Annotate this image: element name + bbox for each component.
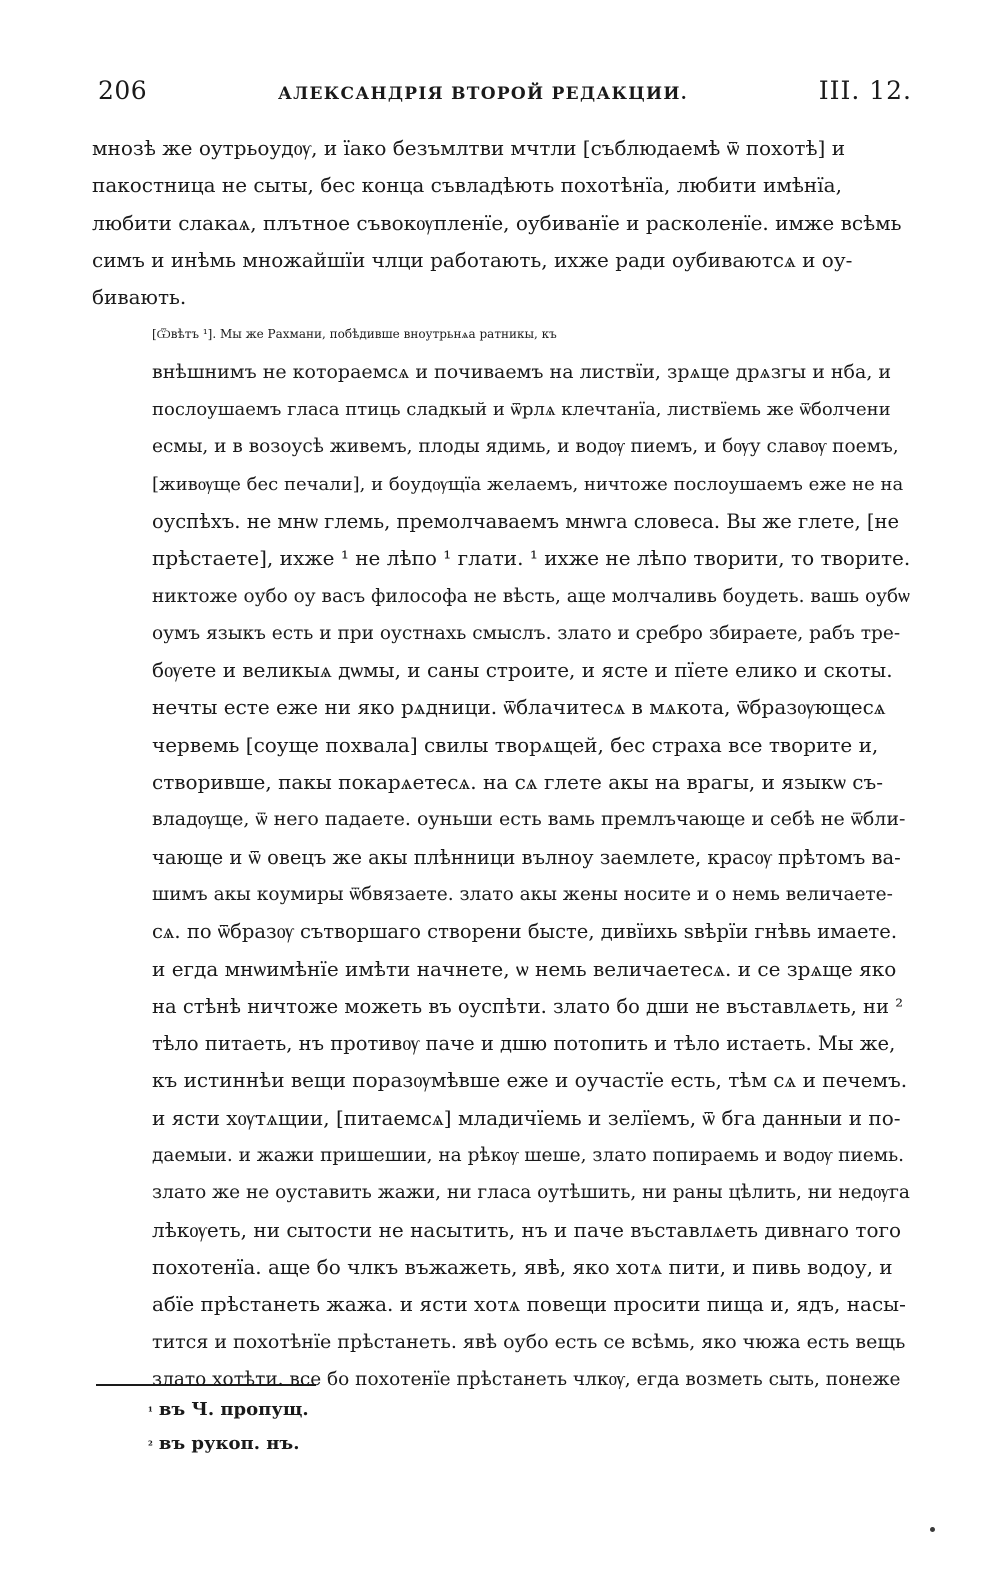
footnote-text: въ Ч. пропущ.	[158, 1399, 309, 1420]
text-line: на стѣнѣ ничтоже можеть въ оуспѣти. злато бо дши не въставлѧеть, ни ²	[152, 994, 904, 1018]
text-line: абїе прѣстанеть жажа. и ясти хотѧ повещи просити пища и, ядъ, насы-	[152, 1292, 906, 1317]
text-line: злато хотѣти. все бо похотенїе прѣстанеть члкѹ, егда возметь сыть, понеже	[152, 1368, 901, 1390]
text-line: злато же не оуставить жажи, ни гласа оутѣшить, ни раны цѣлить, ни недѹга	[152, 1182, 910, 1204]
text-line: и ясти хѹтѧщии, [питаемсѧ] младичїемь и зелїемъ, ѿ бга данныи и по-	[152, 1105, 901, 1130]
text-line: оуспѣхъ. не мнѡ глемь, премолчаваемъ мнѡга словеса. Вы же глете, [не	[152, 509, 900, 533]
text-line: шимъ акы коумиры ѿбвязаете. злато акы жены носите и о немь величаетe-	[152, 883, 893, 905]
text-line: мнозѣ же оутрьоудѹ, и їако безъмлтви мчтли [съблюдаемѣ ѿ похотѣ] и	[92, 136, 846, 160]
footnote	[148, 1394, 309, 1428]
text-line: оумъ языкъ есть и при оустнахь смыслъ. злато и сребро збираете, рабъ тре-	[152, 622, 901, 644]
footnote-mark: ²	[148, 1439, 153, 1452]
text-line: [Ѿвѣтъ ¹]. Мы же Рахмани, побѣдивше вноутрьнѧа ратникы, къ	[152, 327, 557, 342]
page-speck	[930, 1527, 935, 1532]
text-line: послоушаемъ гласа птиць сладкый и ѿрлѧ клечтанїа, листвїемь же ѿболчени	[152, 399, 891, 421]
paragraph-1	[92, 130, 910, 316]
text-line: [живѹще бес печали], и боудѹщїа желаемъ, ничтоже послоушаемъ еже не на	[152, 473, 904, 495]
text-line: червемь [соуще похвала] свилы творѧщей, бес страха все творите и,	[152, 732, 879, 757]
text-line: пакостница не сыты, бес конца съвладѣють похотѣнїа, любити имѣнїа,	[92, 173, 842, 198]
text-line: чающе и ѿ овецъ же акы плѣнници вълноу заемлете, красѹ прѣтомъ ва-	[152, 845, 901, 869]
text-line: симъ и инѣмь множайшїи члци работають, ихже ради оубиваютсѧ и оу-	[92, 247, 853, 272]
paragraph-2	[92, 316, 910, 1398]
text-line: владѹще, ѿ него падаете. оуньши есть вамь премлъчающе и себѣ не ѿбли-	[152, 808, 906, 831]
text-line: никтоже оубо оу васъ философа не вѣсть, аще молчаливь боудеть. вашь оубѡ	[152, 585, 910, 607]
text-line: сѧ. по ѿбразѹ сътворшаго створени бысте, дивїихь ѕвѣрїи гнѣвь имаете.	[152, 920, 898, 944]
footnote-mark: ¹	[148, 1405, 153, 1418]
footnote-text: въ рукоп. нъ.	[158, 1433, 300, 1454]
running-title: АЛЕКСАНДРІЯ ВТОРОЙ РЕДАКЦИИ.	[278, 84, 688, 104]
text-line: тѣло питаеть, нъ противѹ паче и дшю потопить и тѣло истаеть. Мы же,	[152, 1032, 896, 1056]
page-number: 206	[98, 76, 148, 105]
text-line: похотенїа. аще бо члкъ въжажеть, явѣ, яко хотѧ пити, и пивь водоу, и	[152, 1254, 893, 1279]
text-line: даемыи. и жажи пришешии, на рѣкѹ шешe, злато попираемь и водѹ пиемь.	[152, 1145, 905, 1167]
footnote	[148, 1428, 309, 1462]
text-line: бѹете и великыѧ дѡмы, и саны строите, и ясте и пїете елико и скоты.	[152, 658, 893, 683]
footnote-separator	[96, 1384, 316, 1386]
text-line: тится и похотѣнїе прѣстанеть. явѣ оубо есть се всѣмь, яко чюжа есть вещь	[152, 1330, 906, 1353]
text-line: прѣстаете], ихже ¹ не лѣпо ¹ глати. ¹ ихже не лѣпо творити, то творите.	[152, 546, 911, 571]
text-line: и егда мнѡимѣнїе имѣти начнете, ѡ немь величаетесѧ. и се зрѧще яко	[152, 956, 897, 981]
text-line: къ истиннѣи вещи поразѹмѣвше еже и оучастїе есть, тѣм сѧ и печемъ.	[152, 1068, 908, 1093]
running-header	[98, 76, 912, 116]
text-line: лѣкѹеть, ни сытости не насытить, нъ и паче въставлѧеть дивнаго того	[152, 1217, 902, 1242]
footnotes	[148, 1394, 309, 1462]
text-line: створивше, пакы покарѧетесѧ. на сѧ глете акы на врагы, и языкѡ съ-	[152, 770, 883, 795]
text-line: есмы, и в возоусѣ живемъ, плоды ядимь, и водѹ пиемъ, и бѹу славѹ поемъ,	[152, 436, 899, 458]
section-number: III. 12.	[818, 76, 912, 105]
text-line: любити слакаѧ, плътное съвокѹпленїе, оубиванїе и расколенїе. имже всѣмь	[92, 210, 902, 235]
text-line: бивають.	[92, 285, 187, 310]
main-text	[92, 130, 910, 1398]
text-line: нечты есте еже ни яко рѧдници. ѿблачитесѧ в мѧкота, ѿбразѹющесѧ	[152, 695, 886, 720]
text-line: внѣшнимъ не котораемсѧ и почиваемъ на листвїи, зрѧще дрѧзгы и нба, и	[152, 360, 892, 383]
